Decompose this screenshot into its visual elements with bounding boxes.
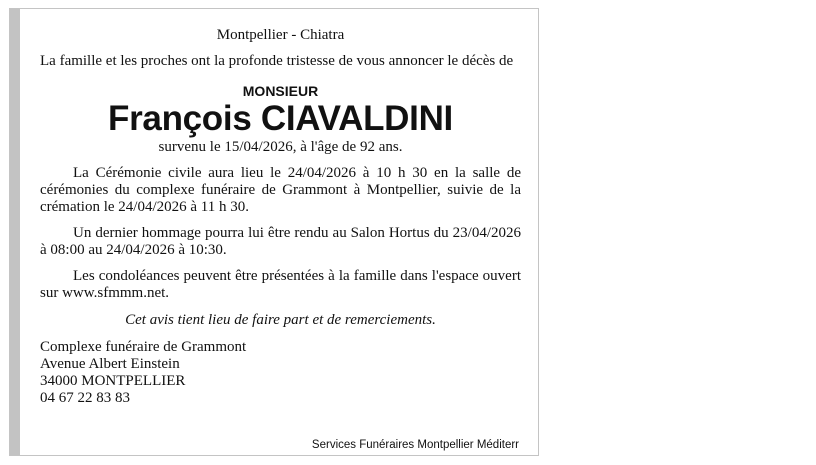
address-phone: 04 67 22 83 83: [40, 390, 130, 406]
condolences-paragraph: Les condoléances peuvent être présentées à la famille dans l'espace ouvert sur www.sfmmm.net.: [40, 268, 521, 301]
death-date-line: survenu le 15/04/2026, à l'âge de 92 ans.: [158, 139, 403, 155]
notice-location: Montpellier - Chiatra: [216, 27, 345, 43]
funeral-home-address: [40, 339, 521, 407]
notice-intro: La famille et les proches ont la profonde tristesse de vous annoncer le décès de: [40, 53, 514, 69]
civility-title: MONSIEUR: [242, 83, 319, 99]
address-line-name: Complexe funéraire de Grammont: [40, 339, 247, 355]
notice-content: [40, 9, 521, 407]
obituary-notice: [9, 8, 539, 456]
address-line-street: Avenue Albert Einstein: [40, 356, 180, 372]
notice-footer-source: Services Funéraires Montpellier Méditerr: [311, 439, 519, 451]
homage-paragraph: Un dernier hommage pourra lui être rendu au Salon Hortus du 23/04/2026 à 08:00 au 24/04/2026 à 10:30.: [40, 225, 521, 258]
deceased-name: François CIAVALDINI: [108, 99, 453, 138]
closing-line: Cet avis tient lieu de faire part et de remerciements.: [125, 312, 436, 328]
left-accent-bar: [10, 9, 20, 455]
address-line-city: 34000 MONTPELLIER: [40, 373, 186, 389]
ceremony-paragraph: La Cérémonie civile aura lieu le 24/04/2026 à 10 h 30 en la salle de cérémonies du complexe funéraire de Grammont à Montpellier, suivie de la crémation le 24/04/2026 à 11 h 30.: [40, 165, 521, 215]
